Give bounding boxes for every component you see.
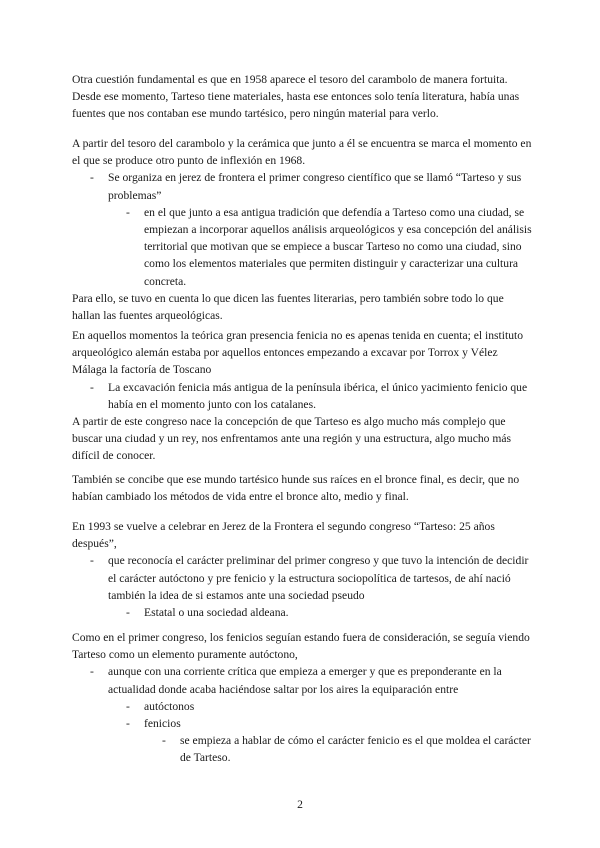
list-item — [72, 552, 532, 604]
paragraph-text: También se concibe que ese mundo tartésico hunde sus raíces en el bronce final, es decir, que no habían cambiado los métodos de vida entre el bronce alto, medio y final. — [72, 473, 520, 504]
list-dash: - — [90, 171, 94, 185]
list-item-text: La excavación fenicia más antigua de la península ibérica, el único yacimiento fenicio que había en el momento junto con los catalanes. — [108, 380, 528, 411]
section-autoctono — [72, 629, 532, 767]
list-item — [72, 204, 532, 290]
list-item-text: que reconocía el carácter preliminar del primer congreso y que tuvo la intención de decidir el carácter autóctono y pre fenicio y la estructura sociopolítica de tartesos, de ahí nació también la idea de si estamos ante una sociedad pseudo — [108, 554, 529, 602]
list-item-text: Se organiza en jerez de frontera el primer congreso científico que se llamó “Tarteso y sus problemas” — [108, 171, 522, 202]
list-dash: - — [126, 205, 130, 219]
list-dash: - — [90, 665, 94, 679]
paragraph-text: Para ello, se tuvo en cuenta lo que dicen las fuentes literarias, pero también sobre todo lo que hallan las fuentes arqueológicas. — [72, 291, 504, 323]
list-item-text: aunque con una corriente crítica que empieza a emerger y que es preponderante en la actualidad donde acaba haciéndose saltar por los aires la equiparación entre — [108, 665, 502, 696]
list-item — [72, 379, 532, 413]
list-item — [72, 715, 532, 732]
paragraph-text: Como en el primer congreso, los fenicios seguían estando fuera de consideración, se seguía viendo Tarteso como un elemento puramente autóctono, — [72, 631, 530, 662]
list-item — [72, 663, 532, 697]
list-item — [72, 698, 532, 715]
list-item-text: se empieza a hablar de cómo el carácter fenicio es el que moldea el carácter de Tarteso. — [180, 734, 531, 765]
list-item-text: fenicios — [144, 717, 181, 731]
list-dash: - — [126, 717, 130, 731]
section-1968 — [72, 135, 532, 324]
list-item-text: autóctonos — [144, 699, 195, 713]
list-item — [72, 169, 532, 203]
paragraph-text: A partir del tesoro del carambolo y la cerámica que junto a él se encuentra se marca el momento en el que se produce otro punto de inflexión en 1968. — [72, 137, 532, 168]
section-1993 — [72, 518, 532, 621]
list-item — [72, 604, 532, 621]
list-item — [72, 732, 532, 766]
paragraph-text: Otra cuestión fundamental es que en 1958 aparece el tesoro del carambolo de manera fortuita. Desde ese momento, Tarteso tiene materiales, hasta ese entonces solo tenía literatura, había unas fuentes que nos contaban ese mundo tartésico, pero ningún material para verlo. — [72, 73, 520, 121]
paragraph-text: En aquellos momentos la teórica gran presencia fenicia no es apenas tenida en cuenta; el instituto arqueológico alemán estaba por aquellos entonces empezando a excavar por Torrox y Vélez Málaga la factoría de Toscano — [72, 329, 524, 377]
list-dash: - — [126, 699, 130, 713]
section-presencia-fenicia — [72, 327, 532, 465]
list-dash: - — [90, 554, 94, 568]
list-dash: - — [162, 734, 166, 748]
list-item-text: en el que junto a esa antigua tradición que defendía a Tarteso como una ciudad, se empiezan a incorporar aquellos análisis arqueológicos y esa concepción del análisis territorial que motivan que se empiece a buscar Tarteso no como una ciudad, sino como los elementos materiales que permiten distinguir y caracterizar una cultura concreta. — [144, 205, 532, 288]
paragraph-text: A partir de este congreso nace la concepción de que Tarteso es algo mucho más complejo que buscar una ciudad y un rey, nos enfrentamos ante una región y una estructura, algo mucho más difícil de conocer. — [72, 415, 512, 463]
page-number: 2 — [297, 798, 303, 811]
paragraph-carambolo — [72, 71, 532, 123]
paragraph-bronce-final — [72, 471, 532, 505]
list-dash: - — [126, 606, 130, 620]
list-dash: - — [90, 380, 94, 394]
paragraph-text: En 1993 se vuelve a celebrar en Jerez de la Frontera el segundo congreso “Tarteso: 25 años después”, — [72, 520, 495, 551]
list-item-text: Estatal o una sociedad aldeana. — [144, 606, 289, 620]
